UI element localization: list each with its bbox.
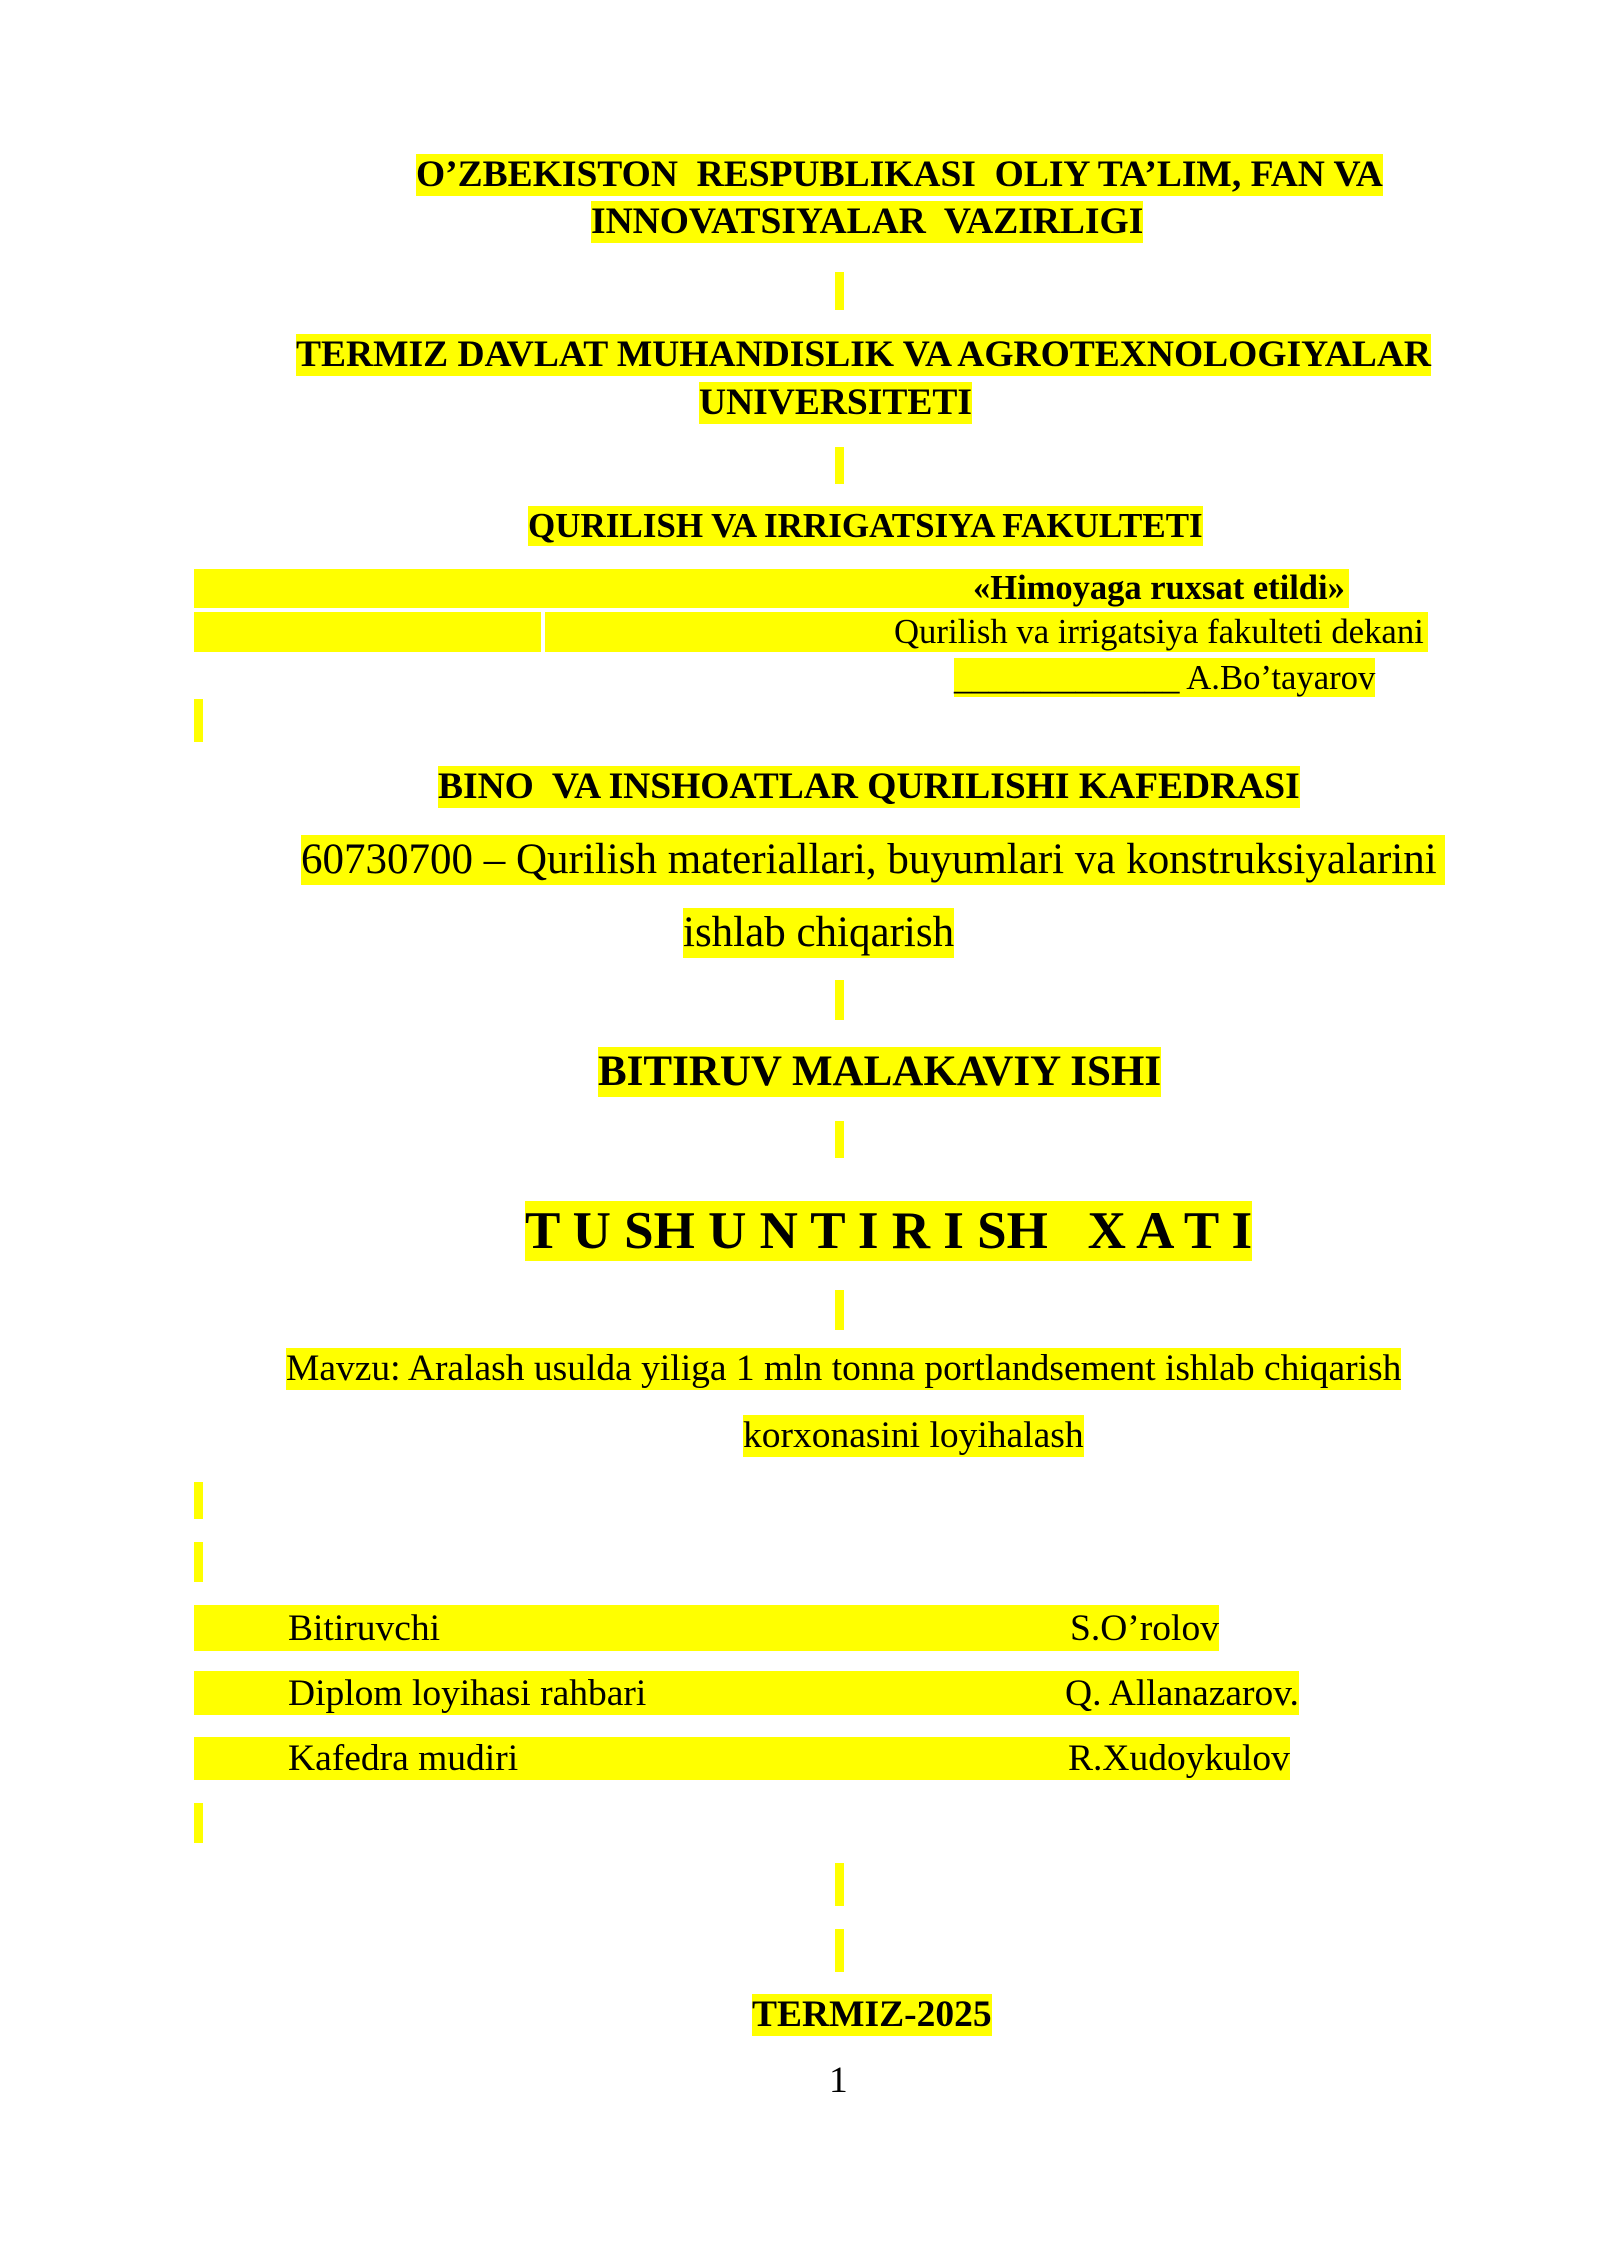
signature-line: _____________ (954, 658, 1180, 697)
topic-line-1: Mavzu: Aralash usulda yiliga 1 mln tonna portlandsement ishlab chiqarish (286, 1348, 1402, 1389)
document-title: T U SH U N T I R I SH X A T I (525, 1202, 1253, 1260)
empty-paragraph-highlight (835, 980, 844, 1020)
approval-title: «Himoyaga ruxsat etildi» (973, 569, 1345, 607)
signatory-row (194, 1737, 1290, 1780)
page-number: 1 (829, 2060, 848, 2101)
ministry-title-line-2: INNOVATSIYALAR VAZIRLIGI (591, 201, 1144, 242)
empty-paragraph-highlight (194, 1542, 203, 1582)
work-type-title: BITIRUV MALAKAVIY ISHI (598, 1048, 1162, 1095)
signatory-role: Kafedra mudiri (288, 1738, 519, 1779)
specialty-line-2: ishlab chiqarish (683, 909, 955, 956)
empty-paragraph-highlight (835, 1290, 844, 1330)
approval-position: Qurilish va irrigatsiya fakulteti dekani (894, 612, 1424, 651)
signatory-name: S.O’rolov (1070, 1607, 1219, 1649)
empty-paragraph-highlight (835, 1863, 844, 1906)
empty-paragraph-highlight (194, 1803, 203, 1843)
signatory-role: Diplom loyihasi rahbari (288, 1672, 647, 1714)
empty-paragraph-highlight (835, 1121, 844, 1158)
specialty-line-1: 60730700 – Qurilish materiallari, buyumlari va konstruksiyalarini (301, 835, 1445, 885)
university-title-line-2: UNIVERSITETI (699, 382, 973, 423)
empty-paragraph-highlight (835, 1929, 844, 1972)
university-title-line-1: TERMIZ DAVLAT MUHANDISLIK VA AGROTEXNOLOGIYALAR (296, 334, 1431, 375)
signatory-role: Bitiruvchi (288, 1607, 441, 1649)
topic-line-2: korxonasini loyihalash (743, 1415, 1084, 1456)
empty-paragraph-highlight (194, 699, 203, 742)
empty-paragraph-highlight (194, 1482, 203, 1519)
approval-signer: A.Bo’tayarov (1186, 658, 1376, 697)
ministry-title-line-1: O’ZBEKISTON RESPUBLIKASI OLIY TA’LIM, FAN VA (416, 154, 1383, 195)
signatory-row (194, 1605, 1219, 1651)
department-title: BINO VA INSHOATLAR QURILISHI KAFEDRASI (438, 766, 1300, 807)
faculty-title: QURILISH VA IRRIGATSIYA FAKULTETI (528, 506, 1203, 545)
signatory-name: R.Xudoykulov (1068, 1738, 1290, 1779)
city-year: TERMIZ-2025 (752, 1994, 992, 2035)
signatory-row (194, 1671, 1299, 1715)
empty-paragraph-highlight (835, 447, 844, 484)
approval-position-highlight-band (194, 612, 541, 652)
signatory-name: Q. Allanazarov. (1065, 1672, 1299, 1714)
empty-paragraph-highlight (835, 272, 844, 310)
approval-signature-row (954, 658, 1375, 697)
